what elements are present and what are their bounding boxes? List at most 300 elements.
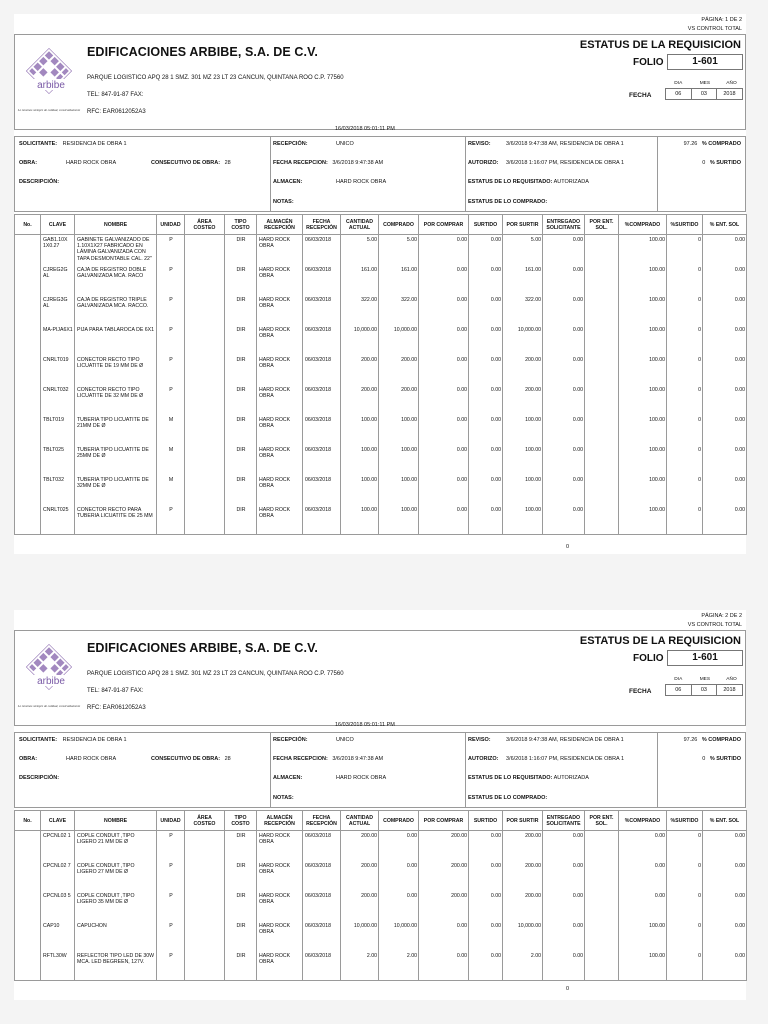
column-header: %COMPRADO xyxy=(619,811,667,831)
table-cell: 0.00 xyxy=(469,235,503,265)
table-cell: CPCNL03 5 xyxy=(41,891,75,921)
logo-slogan: Lo tenemos siempre de calidad, construidamente xyxy=(17,108,81,112)
consecutivo-value: 28 xyxy=(224,756,231,762)
logo-wordmark: arbibe xyxy=(37,676,65,687)
table-body xyxy=(15,831,747,981)
pct-surtido-label: % SURTIDO xyxy=(709,756,741,762)
column-header: NOMBRE xyxy=(75,215,157,235)
table-row xyxy=(15,295,747,325)
fecha-recepcion-value: 3/6/2018 9:47:38 AM xyxy=(332,756,384,762)
column-header: % ENT. SOL xyxy=(703,215,747,235)
table-cell: 100.00 xyxy=(341,475,379,505)
table-cell: 200.00 xyxy=(341,355,379,385)
almacen-value: HARD ROCK OBRA xyxy=(336,179,387,185)
table-cell: 10,000.00 xyxy=(341,921,379,951)
table-cell: CAP10 xyxy=(41,921,75,951)
table-cell: 100.00 xyxy=(619,921,667,951)
column-header: CANTIDAD ACTUAL xyxy=(341,811,379,831)
table-cell: 0.00 xyxy=(703,831,747,861)
column-header: POR ENT. SOL. xyxy=(585,215,619,235)
table-cell: 0.00 xyxy=(703,505,747,535)
table-cell xyxy=(185,951,225,981)
report-header xyxy=(14,34,746,130)
table-cell: 322.00 xyxy=(341,295,379,325)
column-header: ENTREGADO SOLICITANTE xyxy=(543,811,585,831)
table-cell: 0.00 xyxy=(469,415,503,445)
table-cell: 0.00 xyxy=(543,235,585,265)
table-cell: DIR xyxy=(225,415,257,445)
cell-no xyxy=(15,385,41,415)
table-cell: MA-PIJA6X1 xyxy=(41,325,75,355)
column-header: CLAVE xyxy=(41,215,75,235)
arbibe-logo xyxy=(17,637,81,725)
estatus-requisitado-value: AUTORIZADA xyxy=(553,775,589,781)
table-cell: 200.00 xyxy=(503,891,543,921)
table-cell: 0.00 xyxy=(703,861,747,891)
column-header: POR SURTIR xyxy=(503,215,543,235)
table-cell xyxy=(585,891,619,921)
table-cell xyxy=(185,355,225,385)
table-cell xyxy=(185,415,225,445)
date-year: 2018 xyxy=(716,684,743,696)
table-cell: 0.00 xyxy=(543,355,585,385)
table-cell: 0.00 xyxy=(419,415,469,445)
table-cell: 2.00 xyxy=(503,951,543,981)
table-cell: P xyxy=(157,265,185,295)
date-values xyxy=(665,88,745,100)
pct-comprado-value: 97.26 xyxy=(683,737,698,743)
column-header: ÁREA COSTEO xyxy=(185,811,225,831)
items-table xyxy=(14,810,747,981)
fecha-recepcion-label: FECHA RECEPCION: xyxy=(273,160,328,166)
obra-label: OBRA: xyxy=(19,756,38,762)
control-total-label: VS CONTROL TOTAL xyxy=(687,622,742,628)
table-cell: 0 xyxy=(667,505,703,535)
pct-comprado-label: % COMPRADO xyxy=(701,141,741,147)
report-title: ESTATUS DE LA REQUISICION xyxy=(579,635,741,647)
table-cell: DIR xyxy=(225,355,257,385)
table-cell: 200.00 xyxy=(341,861,379,891)
table-cell xyxy=(185,295,225,325)
table-cell: 0.00 xyxy=(469,295,503,325)
table-cell: 10,000.00 xyxy=(379,921,419,951)
table-cell: P xyxy=(157,235,185,265)
table-cell: 161.00 xyxy=(379,265,419,295)
solicitante-label: SOLICITANTE: xyxy=(19,141,58,147)
table-cell: P xyxy=(157,921,185,951)
table-cell: M xyxy=(157,445,185,475)
table-cell: 06/03/2018 xyxy=(303,295,341,325)
column-header: UNIDAD xyxy=(157,215,185,235)
table-cell: 0.00 xyxy=(703,295,747,325)
table-cell: 0 xyxy=(667,355,703,385)
page-indicator xyxy=(688,612,742,630)
reviso-label: REVISO: xyxy=(468,141,491,147)
table-cell: 06/03/2018 xyxy=(303,861,341,891)
table-cell xyxy=(585,235,619,265)
table-cell: 100.00 xyxy=(619,385,667,415)
table-cell: 0.00 xyxy=(469,265,503,295)
table-cell: COPLE CONDUIT ,TIPO LIGERO 21 MM DE Ø xyxy=(75,831,157,861)
table-cell xyxy=(185,475,225,505)
folio-label: FOLIO xyxy=(633,653,664,664)
cell-no xyxy=(15,475,41,505)
table-cell: 100.00 xyxy=(341,505,379,535)
table-cell: 322.00 xyxy=(503,295,543,325)
column-header: %SURTIDO xyxy=(667,811,703,831)
table-cell: 0.00 xyxy=(419,475,469,505)
table-row xyxy=(15,861,747,891)
table-cell: 0.00 xyxy=(703,385,747,415)
column-header: POR COMPRAR xyxy=(419,215,469,235)
table-cell: REFLECTOR TIPO LED DE 30W MCA. LED BEGREEN, 127V. xyxy=(75,951,157,981)
table-cell: 06/03/2018 xyxy=(303,921,341,951)
table-cell: COPLE CONDUIT ,TIPO LIGERO 35 MM DE Ø xyxy=(75,891,157,921)
table-cell: CPCNL02 1 xyxy=(41,831,75,861)
table-row xyxy=(15,265,747,295)
table-cell: HARD ROCK OBRA xyxy=(257,891,303,921)
table-cell: 06/03/2018 xyxy=(303,951,341,981)
table-cell: 10,000.00 xyxy=(503,921,543,951)
obra-label: OBRA: xyxy=(19,160,38,166)
table-cell xyxy=(185,445,225,475)
table-cell: 200.00 xyxy=(341,831,379,861)
table-cell: COPLE CONDUIT ,TIPO LIGERO 27 MM DE Ø xyxy=(75,861,157,891)
table-cell: 0.00 xyxy=(543,951,585,981)
table-cell: 06/03/2018 xyxy=(303,355,341,385)
almacen-value: HARD ROCK OBRA xyxy=(336,775,387,781)
table-cell: 0.00 xyxy=(703,265,747,295)
cell-no xyxy=(15,265,41,295)
table-cell: 0 xyxy=(667,475,703,505)
table-cell: CAJA DE REGISTRO TRIPLE GALVANIZADA MCA. RACCO. xyxy=(75,295,157,325)
table-cell: 0.00 xyxy=(469,861,503,891)
control-total-label: VS CONTROL TOTAL xyxy=(687,26,742,32)
table-row xyxy=(15,385,747,415)
column-header: POR SURTIR xyxy=(503,811,543,831)
table-cell: 0.00 xyxy=(469,951,503,981)
almacen-label: ALMACEN: xyxy=(273,179,303,185)
table-cell: 200.00 xyxy=(419,861,469,891)
table-cell: 0.00 xyxy=(543,921,585,951)
column-header: FECHA RECEPCIÓN xyxy=(303,215,341,235)
estatus-requisitado-value: AUTORIZADA xyxy=(553,179,589,185)
column-header: COMPRADO xyxy=(379,811,419,831)
table-cell: 0.00 xyxy=(543,505,585,535)
reviso-value: 3/6/2018 9:47:38 AM, RESIDENCIA DE OBRA 1 xyxy=(506,141,624,147)
table-cell: 2.00 xyxy=(341,951,379,981)
table-cell: 0.00 xyxy=(419,385,469,415)
table-cell: P xyxy=(157,295,185,325)
table-row xyxy=(15,445,747,475)
table-cell: 06/03/2018 xyxy=(303,385,341,415)
table-cell: P xyxy=(157,355,185,385)
column-header: %SURTIDO xyxy=(667,215,703,235)
table-cell: 06/03/2018 xyxy=(303,265,341,295)
table-cell xyxy=(185,921,225,951)
table-cell: CNRLT025 xyxy=(41,505,75,535)
table-cell: 0 xyxy=(667,325,703,355)
table-cell: 0 xyxy=(667,385,703,415)
cell-no xyxy=(15,951,41,981)
table-cell: 06/03/2018 xyxy=(303,505,341,535)
table-cell: 10,000.00 xyxy=(341,325,379,355)
table-cell: 0 xyxy=(667,295,703,325)
date-year: 2018 xyxy=(716,88,743,100)
table-cell: 200.00 xyxy=(379,355,419,385)
date-heading-month: MES xyxy=(699,81,711,86)
table-row xyxy=(15,951,747,981)
table-header-row xyxy=(15,215,747,235)
table-cell: 0.00 xyxy=(703,951,747,981)
table-cell: TUBERIA TIPO LICUATITE DE 25MM DE Ø xyxy=(75,445,157,475)
notas-label: NOTAS: xyxy=(273,795,294,801)
table-cell: 0 xyxy=(667,891,703,921)
cell-no xyxy=(15,355,41,385)
table-cell: 06/03/2018 xyxy=(303,235,341,265)
table-cell: DIR xyxy=(225,475,257,505)
print-timestamp: 16/03/2018 05:01:11 PM xyxy=(335,126,395,132)
table-cell: 0 xyxy=(667,951,703,981)
table-cell: 0.00 xyxy=(703,235,747,265)
column-header: POR ENT. SOL. xyxy=(585,811,619,831)
company-address: PARQUE LOGISTICO APQ 28 1 SMZ. 301 MZ 23 LT 23 CANCUN, QUINTANA ROO C.P. 77560 xyxy=(87,75,344,81)
table-cell xyxy=(185,325,225,355)
arbibe-logo xyxy=(17,41,81,129)
table-cell: 0.00 xyxy=(469,891,503,921)
date-month: 03 xyxy=(691,684,718,696)
table-cell: CAPUCHON xyxy=(75,921,157,951)
date-day: 06 xyxy=(665,684,692,696)
cell-no xyxy=(15,445,41,475)
column-header: CLAVE xyxy=(41,811,75,831)
table-cell: HARD ROCK OBRA xyxy=(257,475,303,505)
table-row xyxy=(15,415,747,445)
table-row xyxy=(15,505,747,535)
table-cell: CPCNL02 7 xyxy=(41,861,75,891)
table-cell: 0.00 xyxy=(543,265,585,295)
table-cell: 100.00 xyxy=(619,415,667,445)
table-cell: GABINETE GALVANIZADO DE 1.10X1X27 FABRICADO EN LÁMINA GALVANIZADA CON TAPA DESMONTABLE CAL. 22" xyxy=(75,235,157,265)
table-cell: 200.00 xyxy=(419,891,469,921)
table-cell: 0.00 xyxy=(469,355,503,385)
table-cell xyxy=(185,385,225,415)
table-cell: PIJA PARA TABLAROCA DE 6X1 xyxy=(75,325,157,355)
recepcion-value: UNICO xyxy=(336,737,354,743)
column-header: COMPRADO xyxy=(379,215,419,235)
cell-no xyxy=(15,415,41,445)
table-cell: 0.00 xyxy=(469,385,503,415)
table-cell: TBLT025 xyxy=(41,445,75,475)
table-row xyxy=(15,475,747,505)
cell-no xyxy=(15,861,41,891)
table-cell: 0.00 xyxy=(703,355,747,385)
page-footer-value: 0 xyxy=(566,986,570,992)
table-cell: HARD ROCK OBRA xyxy=(257,505,303,535)
column-header: SURTIDO xyxy=(469,215,503,235)
table-cell: 06/03/2018 xyxy=(303,891,341,921)
fecha-label: FECHA xyxy=(629,92,652,99)
column-header: ALMACÉN RECEPCIÓN xyxy=(257,811,303,831)
table-cell xyxy=(585,355,619,385)
table-cell: 06/03/2018 xyxy=(303,831,341,861)
table-cell: P xyxy=(157,505,185,535)
table-cell: 100.00 xyxy=(619,355,667,385)
table-cell xyxy=(585,475,619,505)
estatus-comprado-label: ESTATUS DE LO COMPRADO: xyxy=(468,199,548,205)
table-row xyxy=(15,831,747,861)
estatus-comprado-label: ESTATUS DE LO COMPRADO: xyxy=(468,795,548,801)
table-cell: 0.00 xyxy=(419,325,469,355)
cell-no xyxy=(15,235,41,265)
table-cell: DIR xyxy=(225,325,257,355)
table-cell: 5.00 xyxy=(503,235,543,265)
table-cell xyxy=(585,415,619,445)
pct-comprado-value: 97.26 xyxy=(683,141,698,147)
table-cell: 200.00 xyxy=(341,385,379,415)
column-header: SURTIDO xyxy=(469,811,503,831)
cell-no xyxy=(15,891,41,921)
table-cell: CONECTOR RECTO TIPO LICUATITE DE 32 MM DE Ø xyxy=(75,385,157,415)
table-cell: 100.00 xyxy=(379,445,419,475)
date-heading-year: AÑO xyxy=(726,81,737,86)
print-timestamp: 16/03/2018 05:01:11 PM xyxy=(335,722,395,728)
table-cell: HARD ROCK OBRA xyxy=(257,861,303,891)
table-cell: HARD ROCK OBRA xyxy=(257,325,303,355)
table-cell: 06/03/2018 xyxy=(303,475,341,505)
logo-wordmark: arbibe xyxy=(37,80,65,91)
table-cell: 200.00 xyxy=(503,355,543,385)
date-headings xyxy=(665,81,745,86)
table-row xyxy=(15,921,747,951)
recepcion-label: RECEPCIÓN: xyxy=(273,141,308,147)
recepcion-value: UNICO xyxy=(336,141,354,147)
table-cell: 100.00 xyxy=(619,505,667,535)
table-row xyxy=(15,891,747,921)
descripcion-label: DESCRIPCIÓN: xyxy=(19,775,60,781)
table-cell: 10,000.00 xyxy=(503,325,543,355)
table-cell: 0.00 xyxy=(469,445,503,475)
cell-no xyxy=(15,921,41,951)
autorizo-label: AUTORIZO: xyxy=(468,160,499,166)
date-values xyxy=(665,684,745,696)
table-cell xyxy=(585,921,619,951)
table-cell: TBLT019 xyxy=(41,415,75,445)
table-cell: 0.00 xyxy=(543,415,585,445)
company-address: PARQUE LOGISTICO APQ 28 1 SMZ. 301 MZ 23 LT 23 CANCUN, QUINTANA ROO C.P. 77560 xyxy=(87,671,344,677)
table-cell: 0.00 xyxy=(419,235,469,265)
column-header: FECHA RECEPCIÓN xyxy=(303,811,341,831)
descripcion-label: DESCRIPCIÓN: xyxy=(19,179,60,185)
table-cell: DIR xyxy=(225,831,257,861)
date-headings xyxy=(665,677,745,682)
date-month: 03 xyxy=(691,88,718,100)
table-cell: 322.00 xyxy=(379,295,419,325)
table-cell: 06/03/2018 xyxy=(303,415,341,445)
table-cell: 0 xyxy=(667,445,703,475)
column-header: POR COMPRAR xyxy=(419,811,469,831)
date-day: 06 xyxy=(665,88,692,100)
company-phone: TEL: 847-91-87 FAX: xyxy=(87,92,144,98)
logo-slogan: Lo tenemos siempre de calidad, construidamente xyxy=(17,704,81,708)
table-cell: 100.00 xyxy=(379,505,419,535)
table-cell: 100.00 xyxy=(619,475,667,505)
date-heading-month: MES xyxy=(699,677,711,682)
pct-surtido-value: 0 xyxy=(702,756,706,762)
table-cell: DIR xyxy=(225,295,257,325)
date-heading-day: DIA xyxy=(674,81,683,86)
table-cell: HARD ROCK OBRA xyxy=(257,951,303,981)
cell-no xyxy=(15,831,41,861)
table-cell: DIR xyxy=(225,505,257,535)
autorizo-value: 3/6/2018 1:16:07 PM, RESIDENCIA DE OBRA 1 xyxy=(506,756,625,762)
table-cell: 0.00 xyxy=(543,891,585,921)
fecha-recepcion-label: FECHA RECEPCION: xyxy=(273,756,328,762)
requisition-info xyxy=(14,732,746,808)
folio-value: 1-601 xyxy=(667,54,743,70)
table-cell: DIR xyxy=(225,891,257,921)
report-title: ESTATUS DE LA REQUISICION xyxy=(579,39,741,51)
table-header-row xyxy=(15,811,747,831)
column-header: TIPO COSTO xyxy=(225,811,257,831)
cell-no xyxy=(15,295,41,325)
estatus-requisitado-label: ESTATUS DE LO REQUISITADO: xyxy=(468,179,553,185)
table-cell: 200.00 xyxy=(503,385,543,415)
table-cell: 0.00 xyxy=(419,505,469,535)
cell-no xyxy=(15,505,41,535)
table-cell: 0.00 xyxy=(619,891,667,921)
table-cell xyxy=(585,951,619,981)
table-cell: 100.00 xyxy=(619,265,667,295)
table-cell: 0 xyxy=(667,831,703,861)
table-cell: 100.00 xyxy=(619,235,667,265)
table-cell xyxy=(185,265,225,295)
table-cell: 0.00 xyxy=(703,325,747,355)
column-header: ENTREGADO SOLICITANTE xyxy=(543,215,585,235)
table-cell: CONECTOR RECTO TIPO LICUATITE DE 19 MM DE Ø xyxy=(75,355,157,385)
table-cell: 100.00 xyxy=(619,295,667,325)
reviso-label: REVISO: xyxy=(468,737,491,743)
company-phone: TEL: 847-91-87 FAX: xyxy=(87,688,144,694)
table-cell: 0.00 xyxy=(703,445,747,475)
table-cell: M xyxy=(157,415,185,445)
table-cell: P xyxy=(157,385,185,415)
table-cell: 0.00 xyxy=(419,265,469,295)
table-cell: 0.00 xyxy=(419,445,469,475)
almacen-label: ALMACEN: xyxy=(273,775,303,781)
table-cell: 5.00 xyxy=(379,235,419,265)
table-cell: 0 xyxy=(667,265,703,295)
table-cell: CJREG3G AL xyxy=(41,295,75,325)
column-header: TIPO COSTO xyxy=(225,215,257,235)
table-cell: 0.00 xyxy=(543,831,585,861)
table-cell: 0.00 xyxy=(543,861,585,891)
table-cell: CNRLT019 xyxy=(41,355,75,385)
table-cell: DIR xyxy=(225,921,257,951)
table-row xyxy=(15,325,747,355)
folio-value: 1-601 xyxy=(667,650,743,666)
consecutivo-label: CONSECUTIVO DE OBRA: xyxy=(151,756,221,762)
table-cell: 0.00 xyxy=(379,831,419,861)
table-cell: CNRLT032 xyxy=(41,385,75,415)
table-cell xyxy=(585,445,619,475)
table-cell: 100.00 xyxy=(503,505,543,535)
table-cell: DIR xyxy=(225,951,257,981)
table-cell: 0.00 xyxy=(703,475,747,505)
table-cell: 100.00 xyxy=(341,445,379,475)
table-cell xyxy=(185,831,225,861)
table-cell: 100.00 xyxy=(619,325,667,355)
